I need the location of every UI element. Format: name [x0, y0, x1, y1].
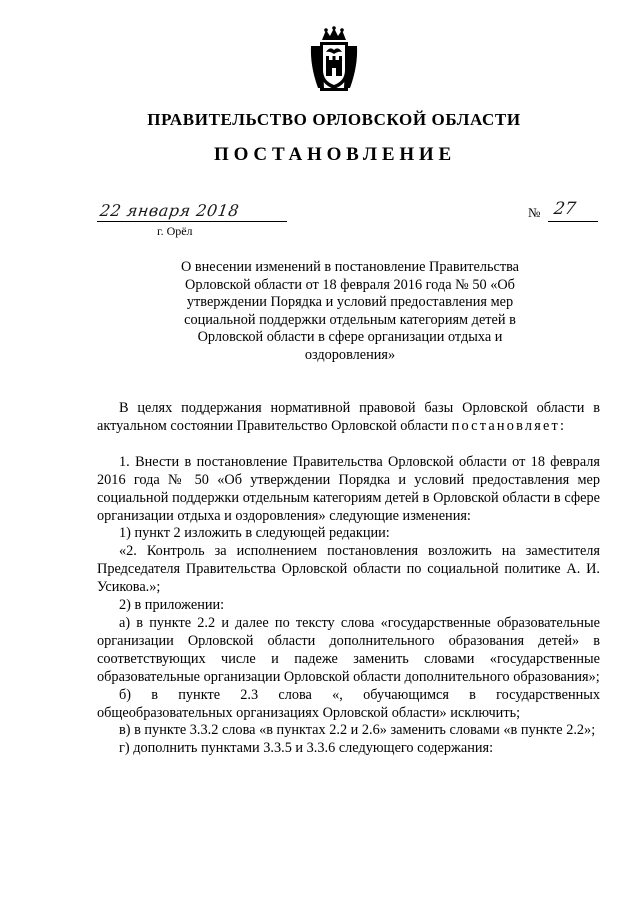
- document-type: ПОСТАНОВЛЕНИЕ: [214, 144, 456, 165]
- number-underline: [548, 221, 598, 222]
- document-title: О внесении изменений в постановление Правительства Орловской области от 18 февраля 2016 года № 50 «Об утверждении Порядка и условий предоставления мер социальной поддержки отдельным категориям детей в Орловской области в сфере организации отдыха и оздоровления»: [180, 259, 520, 363]
- paragraph-1-1: 1) пункт 2 изложить в следующей редакции:: [119, 525, 390, 542]
- paragraph-1-2: 2) в приложении:: [119, 597, 225, 614]
- handwritten-number: 27: [552, 199, 578, 219]
- coat-of-arms-emblem: [308, 26, 360, 92]
- paragraph-1-1-text: «2. Контроль за исполнением постановления возложить на заместителя Председателя Правительства Орловской области по социальной политике А. И. Усикова.»;: [97, 543, 600, 596]
- paragraph-1: 1. Внести в постановление Правительства Орловской области от 18 февраля 2016 года № 50 «Об утверждении Порядка и условий предоставления мер социальной поддержки отдельным категориям детей в Орловской области в сфере организации отдыха и оздоровления» следующие изменения:: [97, 453, 600, 524]
- handwritten-date: 22 января 2018: [98, 201, 241, 220]
- preamble-paragraph: [97, 400, 600, 436]
- paragraph-1-2-g: г) дополнить пунктами 3.3.5 и 3.3.6 следующего содержания:: [119, 740, 494, 757]
- city: г. Орёл: [157, 224, 193, 238]
- date-underline: [97, 221, 287, 222]
- paragraph-1-2-v: в) в пункте 3.3.2 слова «в пунктах 2.2 и 2.6» заменить словами «в пункте 2.2»;: [119, 722, 596, 739]
- government-name: ПРАВИТЕЛЬСТВО ОРЛОВСКОЙ ОБЛАСТИ: [147, 110, 521, 129]
- preamble-keyword: постановляет:: [451, 417, 567, 434]
- paragraph-1-2-a: а) в пункте 2.2 и далее по тексту слова «государственные образовательные организации Орловской области дополнительного образования детей» в соответствующих числе и падеже заменить словами «государственные образовательные организации Орловской области дополнительного образования»;: [97, 614, 600, 685]
- number-label: №: [528, 205, 541, 220]
- preamble-text: В целях поддержания нормативной правовой базы Орловской области в актуальном состоянии Правительство Орловской области: [97, 400, 600, 434]
- document-body: [97, 400, 600, 758]
- paragraph-1-2-b: б) в пункте 2.3 слова «, обучающимся в государственных общеобразовательных организациях Орловской области» исключить;: [97, 686, 600, 721]
